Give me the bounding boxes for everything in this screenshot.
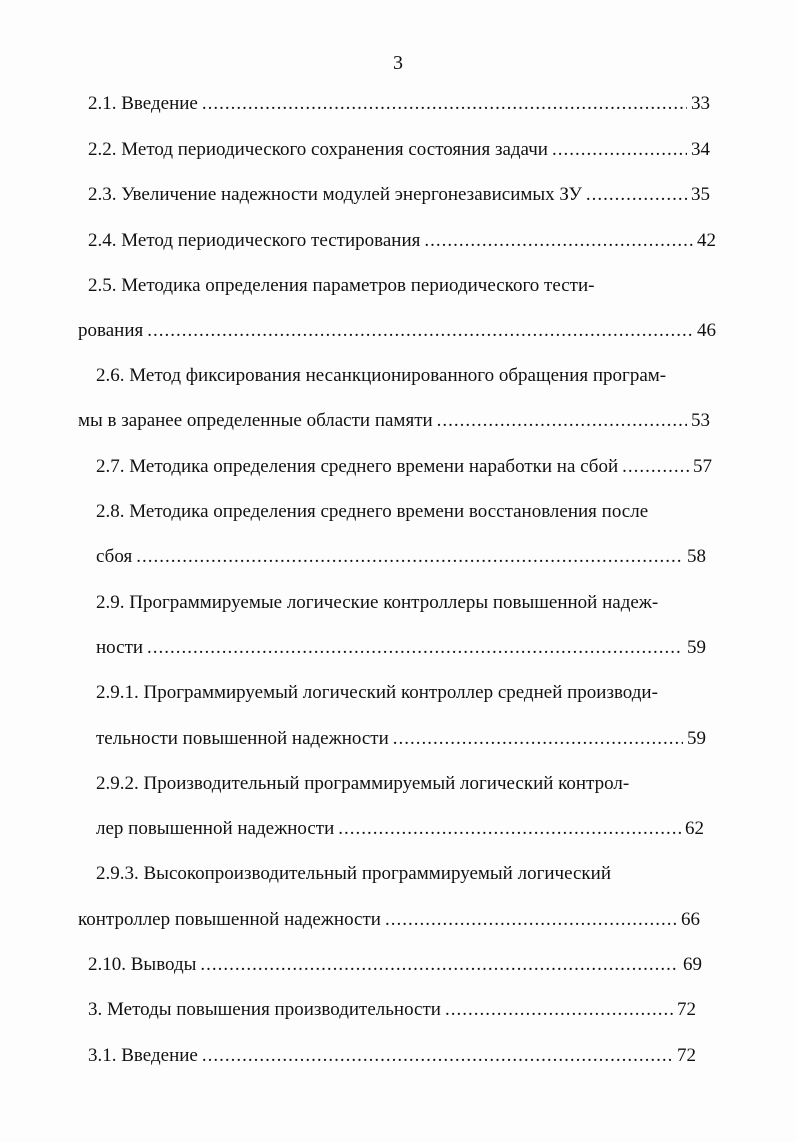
toc-entry-2-8-line1 xyxy=(96,500,702,524)
dot-leader xyxy=(147,319,693,343)
toc-entry-2-9-2-line2 xyxy=(96,817,704,841)
toc-entry-page: 62 xyxy=(685,818,704,839)
toc-entry-page: 59 xyxy=(687,728,706,749)
toc-entry-title: 2.1. Введение xyxy=(88,93,198,114)
dot-leader xyxy=(202,1044,673,1068)
toc-entry-title: контроллер повышенной надежности xyxy=(78,909,381,930)
toc-entry-2-5-line1 xyxy=(88,274,716,298)
toc-entry-page: 66 xyxy=(681,909,700,930)
dot-leader xyxy=(147,636,683,660)
toc-entry-page: 72 xyxy=(677,999,696,1020)
toc-entry-2-9-3-line1 xyxy=(96,862,716,886)
dot-leader xyxy=(445,998,673,1022)
toc-entry-title: ности xyxy=(96,637,144,658)
toc-entry-2-6-line2 xyxy=(78,409,710,433)
dot-leader xyxy=(202,92,687,116)
toc-entry-title: лер повышенной надежности xyxy=(96,818,335,839)
toc-entry-page: 33 xyxy=(691,93,710,114)
toc-entry-title: мы в заранее определенные области памяти xyxy=(78,410,433,431)
toc-entry-title: 2.4. Метод периодического тестирования xyxy=(88,230,421,251)
toc-entry-page: 42 xyxy=(697,230,716,251)
dot-leader xyxy=(437,409,687,433)
toc-entry-title: 2.8. Методика определения среднего времени восстановления после xyxy=(96,501,649,522)
toc-entry-title: 2.9.1. Программируемый логический контроллер средней производи- xyxy=(96,682,658,703)
toc-entry-title: 2.7. Методика определения среднего времени наработки на сбой xyxy=(96,456,619,477)
toc-entry-title: 3.1. Введение xyxy=(88,1045,198,1066)
toc-entry-page: 72 xyxy=(677,1045,696,1066)
toc-entry-2-10 xyxy=(88,953,702,977)
dot-leader xyxy=(622,455,689,479)
dot-leader xyxy=(552,138,687,162)
toc-entry-3-1 xyxy=(88,1044,696,1068)
toc-entry-title: 2.5. Методика определения параметров периодического тести- xyxy=(88,275,595,296)
toc-entry-title: рования xyxy=(78,320,144,341)
toc-entry-3 xyxy=(88,998,696,1022)
toc-entry-2-2 xyxy=(88,138,710,162)
toc-entry-2-4 xyxy=(88,229,716,253)
toc-entry-page: 59 xyxy=(687,637,706,658)
toc-entry-2-6-line1 xyxy=(96,364,716,388)
dot-leader xyxy=(136,545,683,569)
dot-leader xyxy=(338,817,681,841)
dot-leader xyxy=(385,908,677,932)
toc-entry-title: 2.2. Метод периодического сохранения состояния задачи xyxy=(88,139,548,160)
dot-leader xyxy=(586,183,687,207)
toc-entry-title: 2.3. Увеличение надежности модулей энергонезависимых ЗУ xyxy=(88,184,582,205)
toc-entry-2-9-1-line2 xyxy=(96,727,706,751)
toc-entry-title: сбоя xyxy=(96,546,133,567)
toc-entry-title: 2.6. Метод фиксирования несанкционированного обращения програм- xyxy=(96,365,667,386)
toc-entry-2-7 xyxy=(96,455,712,479)
toc-entry-page: 35 xyxy=(691,184,710,205)
toc-entry-title: тельности повышенной надежности xyxy=(96,728,389,749)
toc-entry-page: 46 xyxy=(697,320,716,341)
dot-leader xyxy=(200,953,679,977)
toc-entry-title: 2.9.2. Производительный программируемый логический контрол- xyxy=(96,773,630,794)
toc-entry-page: 57 xyxy=(693,456,712,477)
toc-entry-title: 3. Методы повышения производительности xyxy=(88,999,441,1020)
toc-entry-2-9-line2 xyxy=(96,636,706,660)
toc-entry-page: 53 xyxy=(691,410,710,431)
toc-entry-2-9-line1 xyxy=(96,591,716,615)
toc-entry-2-9-2-line1 xyxy=(96,772,716,796)
toc-entry-title: 2.9. Программируемые логические контроллеры повышенной надеж- xyxy=(96,592,659,613)
dot-leader xyxy=(393,727,683,751)
toc-entry-2-9-1-line1 xyxy=(96,681,716,705)
toc-entry-2-8-line2 xyxy=(96,545,706,569)
toc-entry-title: 2.9.3. Высокопроизводительный программируемый логический xyxy=(96,863,611,884)
toc-entry-2-3 xyxy=(88,183,710,207)
toc-entry-page: 69 xyxy=(683,954,702,975)
page-number: 3 xyxy=(393,52,403,74)
dot-leader xyxy=(424,229,693,253)
toc-entry-2-5-line2 xyxy=(78,319,716,343)
toc-entry-page: 34 xyxy=(691,139,710,160)
toc-entry-2-1 xyxy=(88,92,710,116)
toc-entry-page: 58 xyxy=(687,546,706,567)
toc-entry-2-9-3-line2 xyxy=(78,908,700,932)
toc-entry-title: 2.10. Выводы xyxy=(88,954,197,975)
